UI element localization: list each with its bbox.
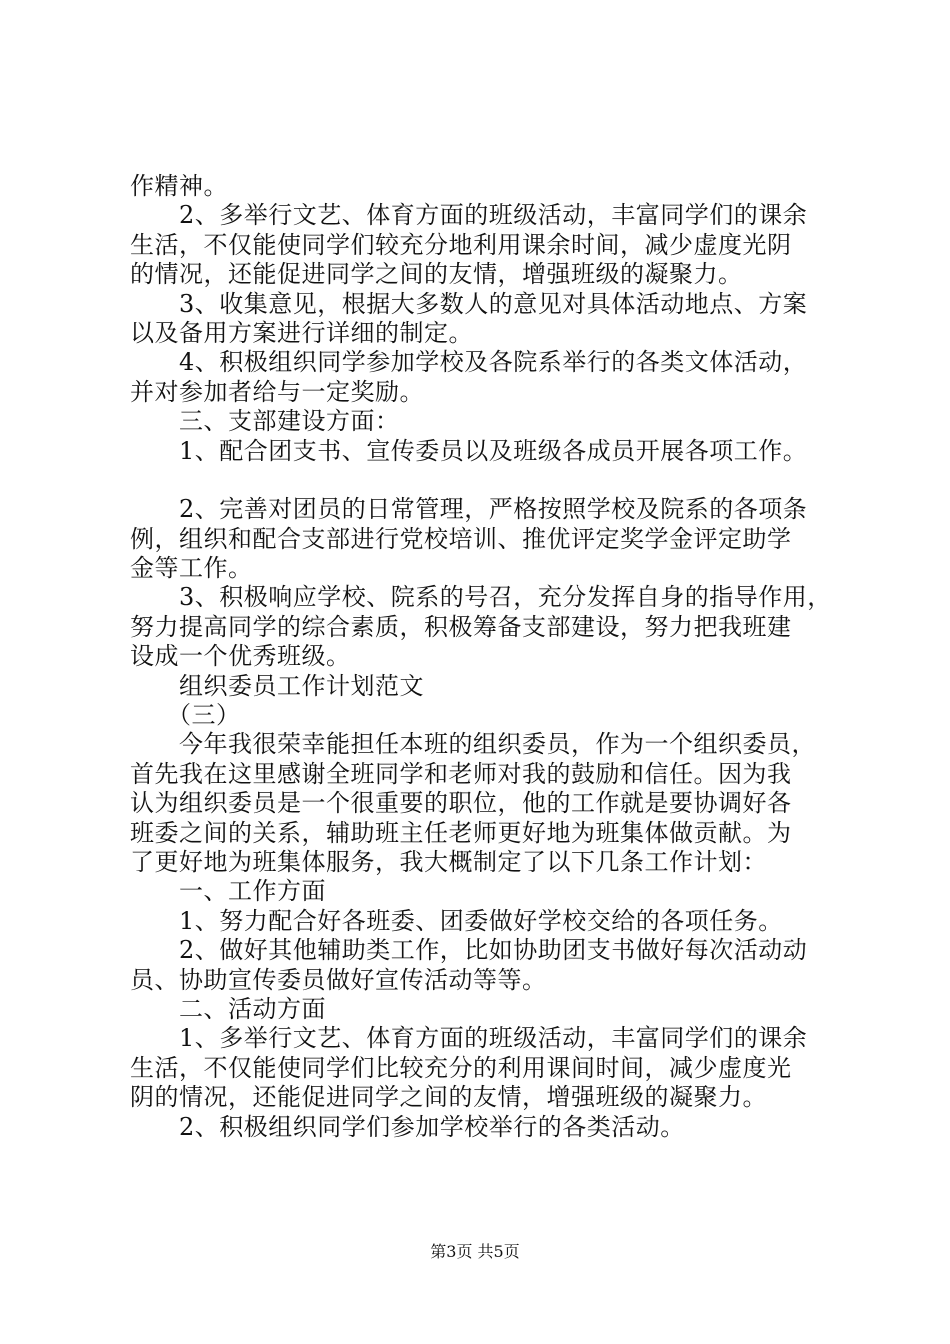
document-subtitle: （三）: [130, 701, 241, 730]
text-line: 今年我很荣幸能担任本班的组织委员，作为一个组织委员，: [130, 730, 816, 759]
text-line: 努力提高同学的综合素质，积极筹备支部建设，努力把我班建: [130, 612, 792, 641]
text-line: 了更好地为班集体服务，我大概制定了以下几条工作计划：: [130, 847, 767, 876]
text-line: 员、协助宣传委员做好宣传活动等等。: [130, 965, 547, 994]
blank-line: [130, 466, 825, 495]
text-line: 4、积极组织同学参加学校及各院系举行的各类文体活动，: [130, 348, 808, 377]
text-line: 1、多举行文艺、体育方面的班级活动，丰富同学们的课余: [130, 1024, 808, 1053]
text-line: 作精神。: [130, 172, 228, 200]
document-body: [130, 172, 832, 1142]
text-line: 以及备用方案进行详细的制定。: [130, 318, 473, 347]
text-line: 阴的情况，还能促进同学之间的友情，增强班级的凝聚力。: [130, 1083, 767, 1112]
text-line: 生活，不仅能使同学们较充分地利用课余时间，减少虚度光阴: [130, 230, 792, 259]
text-line: 的情况，还能促进同学之间的友情，增强班级的凝聚力。: [130, 260, 743, 289]
text-line: 金等工作。: [130, 554, 253, 583]
text-line: 3、积极响应学校、院系的号召，充分发挥自身的指导作用，: [130, 583, 832, 612]
document-title: 组织委员工作计划范文: [130, 671, 424, 700]
section-heading: 三、支部建设方面：: [130, 407, 400, 436]
page-number: 第3页 共5页: [430, 1242, 520, 1261]
text-line: 3、收集意见，根据大多数人的意见对具体活动地点、方案: [130, 289, 808, 318]
text-line: 生活，不仅能使同学们比较充分的利用课间时间，减少虚度光: [130, 1053, 792, 1082]
text-line: 1、努力配合好各班委、团委做好学校交给的各项任务。: [130, 906, 783, 935]
text-line: 认为组织委员是一个很重要的职位，他的工作就是要协调好各: [130, 789, 792, 818]
text-line: 首先我在这里感谢全班同学和老师对我的鼓励和信任。因为我: [130, 759, 792, 788]
section-heading: 二、活动方面: [130, 994, 326, 1023]
text-line: 例，组织和配合支部进行党校培训、推优评定奖学金评定助学: [130, 524, 792, 553]
text-line: 2、做好其他辅助类工作，比如协助团支书做好每次活动动: [130, 936, 808, 965]
text-line: 2、完善对团员的日常管理，严格按照学校及院系的各项条: [130, 495, 808, 524]
text-line: 班委之间的关系，辅助班主任老师更好地为班集体做贡献。为: [130, 818, 792, 847]
text-line: 并对参加者给与一定奖励。: [130, 377, 424, 406]
text-line: 1、配合团支书、宣传委员以及班级各成员开展各项工作。: [130, 436, 808, 465]
text-line: 2、多举行文艺、体育方面的班级活动，丰富同学们的课余: [130, 201, 808, 230]
text-line: 2、积极组织同学们参加学校举行的各类活动。: [130, 1112, 685, 1141]
text-line: 设成一个优秀班级。: [130, 642, 351, 671]
section-heading: 一、工作方面: [130, 877, 326, 906]
